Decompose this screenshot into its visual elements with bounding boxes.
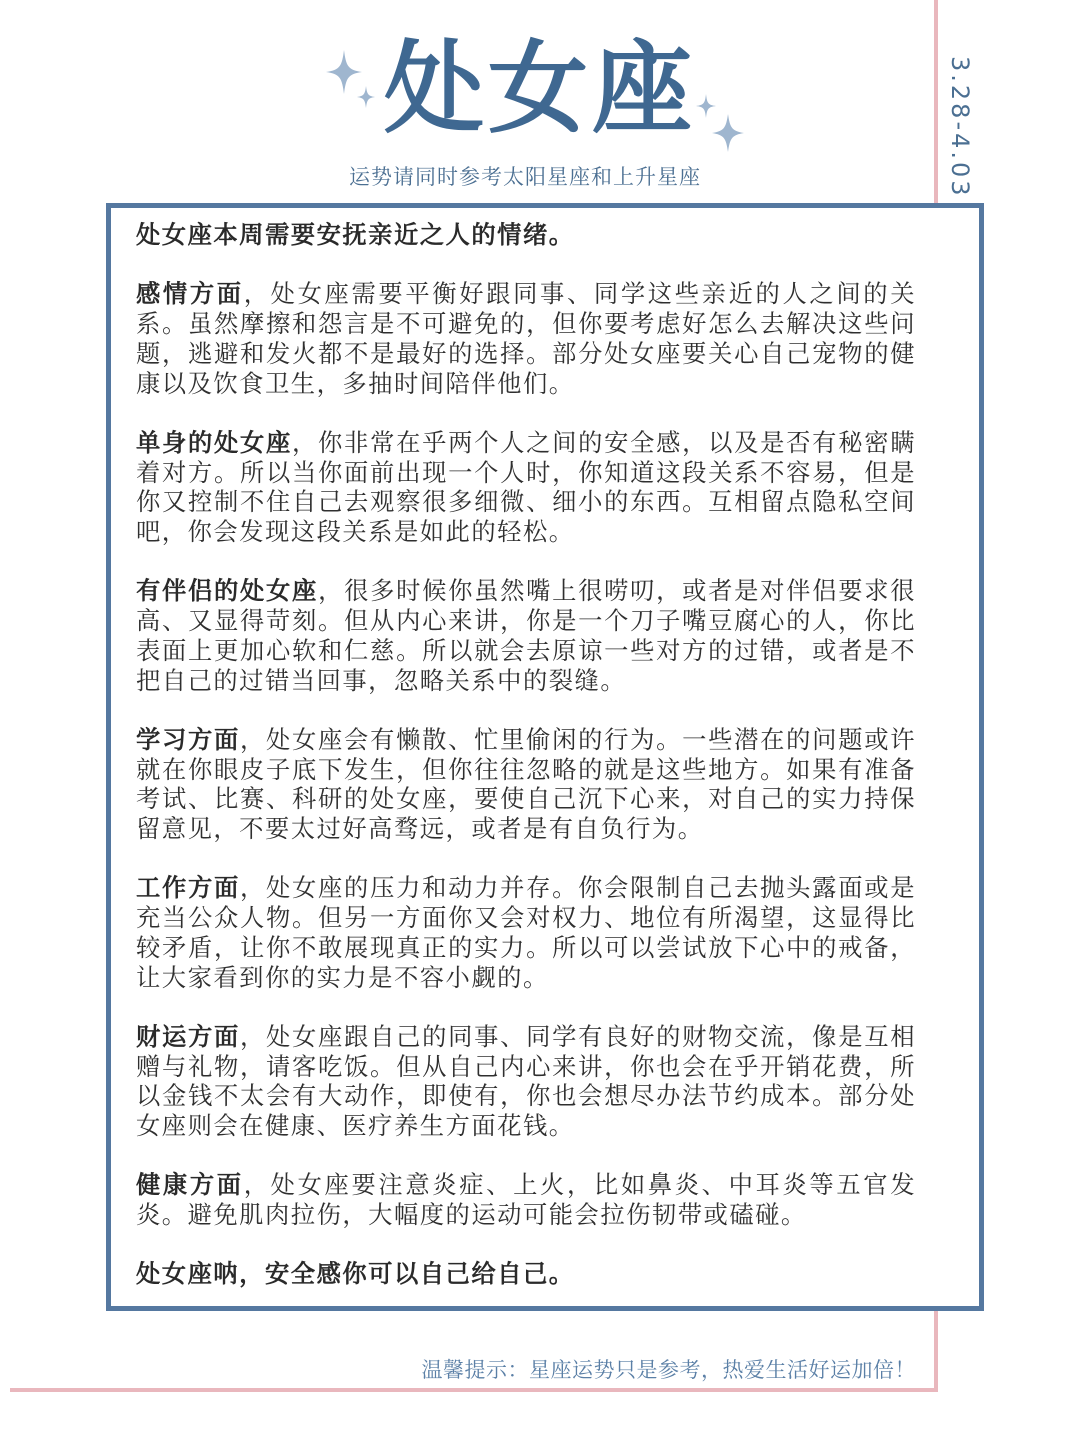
section-work (136, 873, 916, 992)
section-heading: 感情方面 (136, 279, 244, 309)
subtitle: 运势请同时参考太阳星座和上升星座 (349, 165, 701, 189)
section-love (136, 279, 916, 398)
sparkle-icon (694, 92, 746, 154)
section-text: ，处女座需要平衡好跟同事、同学这些亲近的人之间的关系。虽然摩擦和怨言是不可避免的，但你要考虑好怎么去解决这些问题，逃避和发火都不是最好的选择。部分处女座要关心自己宠物的健康以及饮食卫生，多抽时间陪伴他们。 (136, 279, 917, 398)
section-partnered (136, 576, 916, 695)
section-study (136, 725, 916, 844)
horoscope-content (136, 220, 916, 1319)
intro-line: 处女座本周需要安抚亲近之人的情绪。 (136, 220, 575, 249)
section-heading: 有伴侣的处女座 (136, 576, 319, 606)
section-text: ，处女座的压力和动力并存。你会限制自己去抛头露面或是充当公众人物。但另一方面你又会对权力、地位有所渴望，这显得比较矛盾，让你不敢展现真正的实力。所以可以尝试放下心中的戒备，让大家看到你的实力是不容小觑的。 (136, 873, 917, 992)
section-text: ，处女座要注意炎症、上火，比如鼻炎、中耳炎等五官发炎。避免肌肉拉伤，大幅度的运动可能会拉伤韧带或磕碰。 (136, 1170, 917, 1230)
sparkle-icon (322, 48, 378, 112)
date-range: 3.28-4.03 (946, 56, 974, 199)
section-text: ，处女座跟自己的同事、同学有良好的财物交流，像是互相赠与礼物，请客吃饭。但从自己内心来讲，你也会在乎开销花费，所以金钱不太会有大动作，即使有，你也会想尽办法节约成本。部分处女座则会在健康、医疗养生方面花钱。 (136, 1021, 917, 1140)
pink-horizontal-rule (10, 1388, 938, 1392)
section-heading: 学习方面 (136, 724, 241, 754)
section-text: ，你非常在乎两个人之间的安全感，以及是否有秘密瞒着对方。所以当你面前出现一个人时，你知道这段关系不容易，但是你又控制不住自己去观察很多细微、细小的东西。互相留点隐私空间吧，你会发现这段关系是如此的轻松。 (136, 427, 917, 546)
section-single (136, 428, 916, 547)
footer-tip: 温馨提示：星座运势只是参考，热爱生活好运加倍！ (421, 1358, 916, 1382)
section-heading: 工作方面 (136, 873, 241, 903)
page-title: 处女座 (384, 30, 696, 147)
closing-line: 处女座呐，安全感你可以自己给自己。 (136, 1259, 575, 1289)
section-wealth (136, 1022, 916, 1141)
section-text: ，很多时候你虽然嘴上很唠叨，或者是对伴侣要求很高、又显得苛刻。但从内心来讲，你是一个刀子嘴豆腐心的人，你比表面上更加心软和仁慈。所以就会去原谅一些对方的过错，或者是不把自己的过错当回事，忽略关系中的裂缝。 (136, 576, 917, 695)
section-heading: 单身的处女座 (136, 427, 293, 457)
section-text: ，处女座会有懒散、忙里偷闲的行为。一些潜在的问题或许就在你眼皮子底下发生，但你往往忽略的就是这些地方。如果有准备考试、比赛、科研的处女座，要使自己沉下心来，对自己的实力持保留意见，不要太过好高骛远，或者是有自负行为。 (136, 724, 917, 843)
section-heading: 财运方面 (136, 1021, 241, 1051)
section-heading: 健康方面 (136, 1170, 244, 1200)
section-health (136, 1170, 916, 1229)
